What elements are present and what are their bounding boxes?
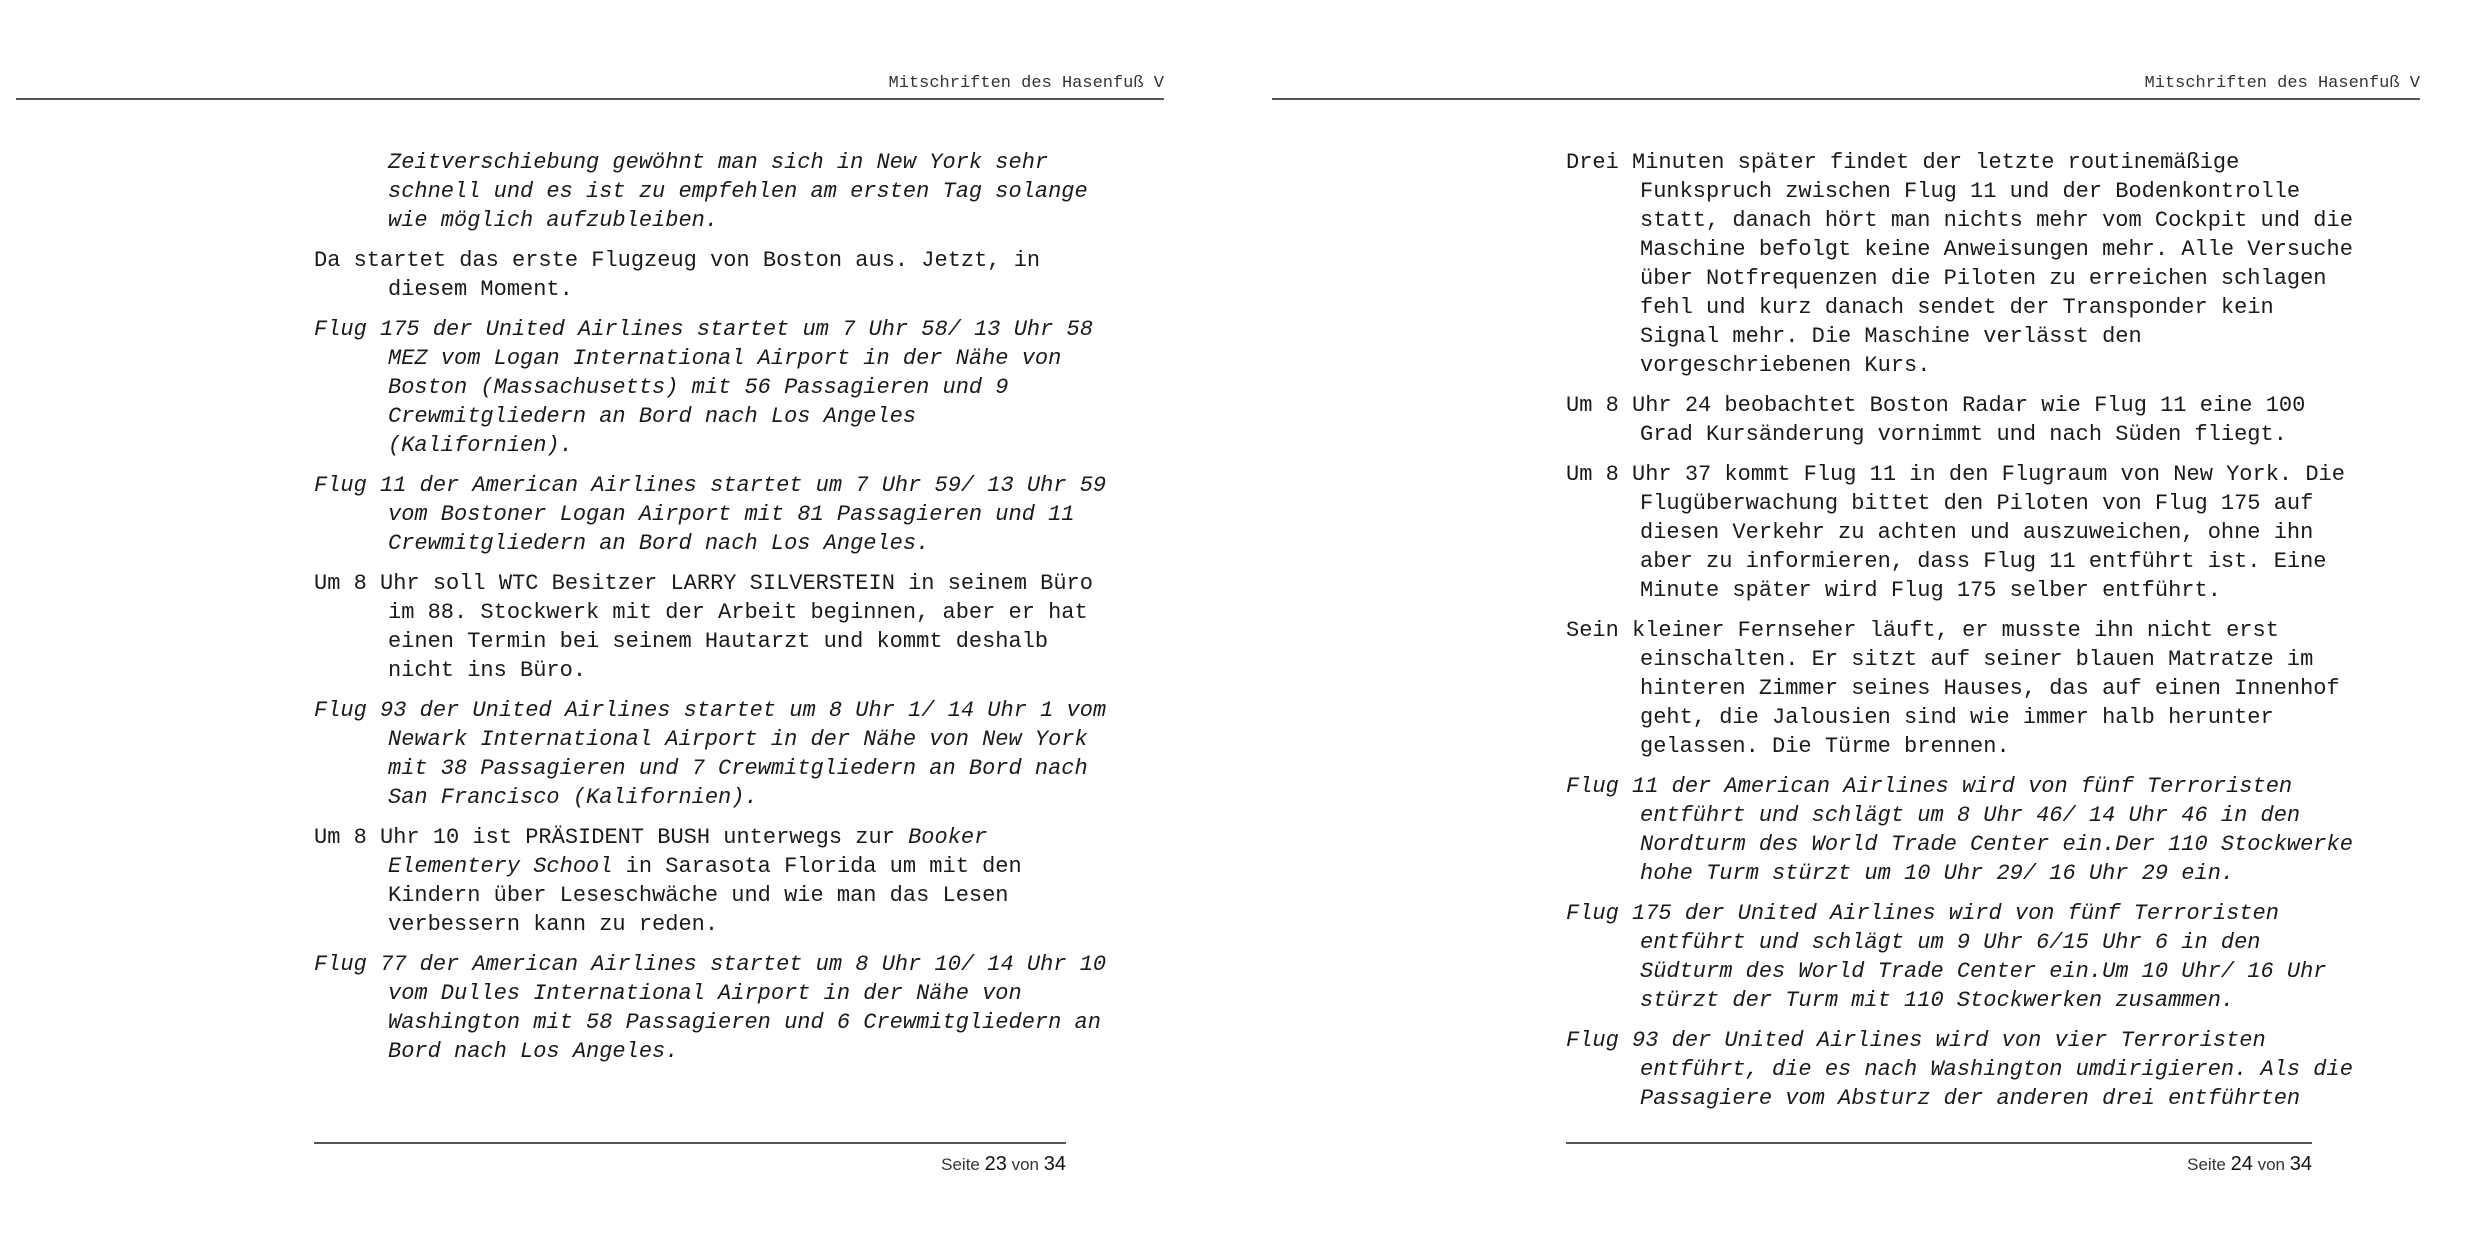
paragraph — [314, 823, 1114, 939]
paragraph-segment: Um 8 Uhr 10 ist PRÄSIDENT BUSH unterwegs zur — [314, 825, 909, 850]
footer-total-pages: 34 — [2289, 1153, 2312, 1175]
paragraph: Drei Minuten später findet der letzte routinemäßige Funkspruch zwischen Flug 11 und der Bodenkontrolle statt, danach hört man nichts mehr vom Cockpit und die Maschine befolgt keine Anweisungen mehr. Alle Versuche über Notfrequenzen die Piloten zu erreichen schlagen fehl und kurz danach sendet der Transponder kein Signal mehr. Die Maschine verlässt den vorgeschriebenen Kurs. — [1566, 150, 2353, 378]
right-page — [1240, 0, 2480, 1240]
page-content — [1566, 148, 2366, 1124]
page-footer — [1566, 1153, 2312, 1176]
page-header — [16, 74, 1164, 100]
page-content — [314, 148, 1114, 1077]
footer-page-number: 24 — [2230, 1153, 2253, 1175]
page-footer — [314, 1153, 1066, 1176]
paragraph: Flug 93 der United Airlines startet um 8 Uhr 1/ 14 Uhr 1 vom Newark International Airport in der Nähe von New York mit 38 Passagieren und 7 Crewmitgliedern an Bord nach San Francisco (Kalifornien). — [314, 698, 1107, 810]
paragraph: Um 8 Uhr 37 kommt Flug 11 in den Flugraum von New York. Die Flugüberwachung bittet den Piloten von Flug 175 auf diesen Verkehr zu achten und auszuweichen, ohne ihn aber zu informieren, dass Flug 11 entführt ist. Eine Minute später wird Flug 175 selber entführt. — [1566, 462, 2345, 603]
paragraph: Da startet das erste Flugzeug von Boston aus. Jetzt, in diesem Moment. — [314, 248, 1041, 302]
paragraph: Flug 11 der American Airlines wird von fünf Terroristen entführt und schlägt um 8 Uhr 46/ 14 Uhr 46 in den Nordturm des World Trade Center ein.Der 110 Stockwerke hohe Turm stürzt um 10 Uhr 29/ 16 Uhr 29 ein. — [1566, 774, 2353, 886]
footer-seite-label: Seite — [941, 1155, 980, 1174]
paragraph: Flug 175 der United Airlines startet um 7 Uhr 58/ 13 Uhr 58 MEZ vom Logan International Airport in der Nähe von Boston (Massachusetts) mit 56 Passagieren und 9 Crewmitgliedern an Bord nach Los Angeles (Kalifornien). — [314, 317, 1093, 458]
footer-total-pages: 34 — [1043, 1153, 1066, 1175]
footer-seite-label: Seite — [2187, 1155, 2226, 1174]
paragraph: Zeitverschiebung gewöhnt man sich in New York sehr schnell und es ist zu empfehlen am ersten Tag solange wie möglich aufzubleiben. — [388, 150, 1088, 233]
footer-von-label: von — [2257, 1155, 2286, 1174]
paragraph: Flug 11 der American Airlines startet um 7 Uhr 59/ 13 Uhr 59 vom Bostoner Logan Airport mit 81 Passagieren und 11 Crewmitgliedern an Bord nach Los Angeles. — [314, 473, 1107, 556]
page-header — [1272, 74, 2420, 100]
paragraph: Flug 77 der American Airlines startet um 8 Uhr 10/ 14 Uhr 10 vom Dulles International Airport in der Nähe von Washington mit 58 Passagieren und 6 Crewmitgliedern an Bord nach Los Angeles. — [314, 952, 1107, 1064]
paragraph: Flug 175 der United Airlines wird von fünf Terroristen entführt und schlägt um 9 Uhr 6/15 Uhr 6 in den Südturm des World Trade Center ein.Um 10 Uhr/ 16 Uhr stürzt der Turm mit 110 Stockwerken zusammen. — [1566, 901, 2327, 1013]
footer-rule — [1566, 1142, 2312, 1144]
footer-page-number: 23 — [984, 1153, 1007, 1175]
paragraph: Sein kleiner Fernseher läuft, er musste ihn nicht erst einschalten. Er sitzt auf seiner blauen Matratze im hinteren Zimmer seines Hauses, das auf einen Innenhof geht, die Jalousien sind wie immer halb herunter gelassen. Die Türme brennen. — [1566, 618, 2340, 759]
paragraph-segment: Booker Elementery School — [388, 825, 988, 879]
paragraph: Flug 93 der United Airlines wird von vier Terroristen entführt, die es nach Washington umdirigieren. Als die Passagiere vom Absturz der anderen drei entführten — [1566, 1028, 2353, 1111]
paragraph-segment: in Sarasota Florida um mit den Kindern über Leseschwäche und wie man das Lesen verbessern kann zu reden. — [388, 854, 1022, 937]
footer-von-label: von — [1011, 1155, 1040, 1174]
header-title: Mitschriften des Hasenfuß V — [2144, 74, 2420, 93]
header-title: Mitschriften des Hasenfuß V — [888, 74, 1164, 93]
paragraph: Um 8 Uhr soll WTC Besitzer LARRY SILVERSTEIN in seinem Büro im 88. Stockwerk mit der Arbeit beginnen, aber er hat einen Termin bei seinem Hautarzt und kommt deshalb nicht ins Büro. — [314, 571, 1093, 683]
footer-rule — [314, 1142, 1066, 1144]
paragraph: Um 8 Uhr 24 beobachtet Boston Radar wie Flug 11 eine 100 Grad Kursänderung vornimmt und nach Süden fliegt. — [1566, 393, 2306, 447]
